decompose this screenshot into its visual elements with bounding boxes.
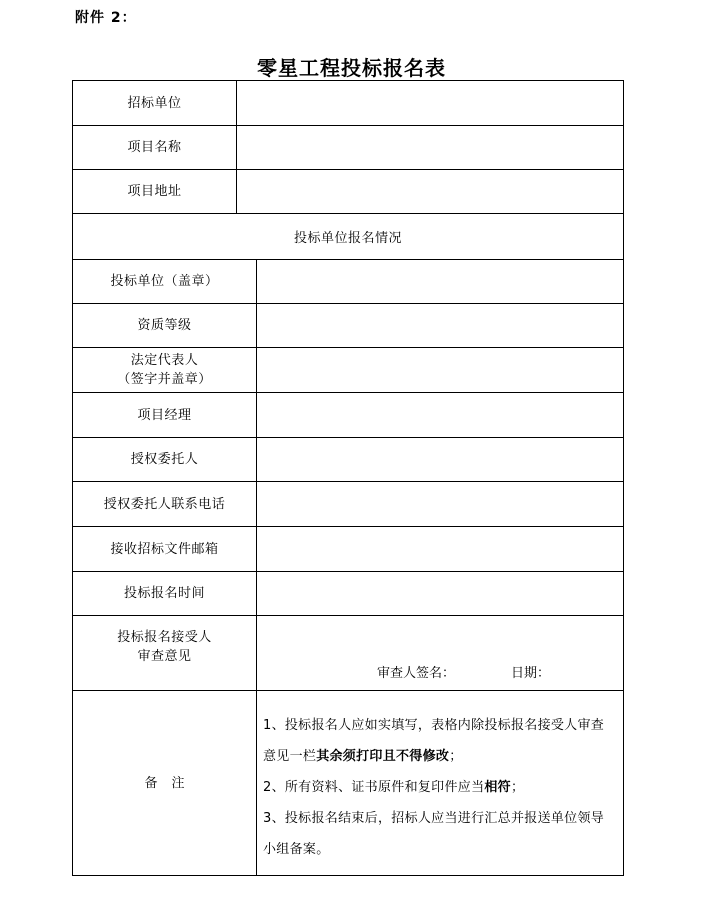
- review-label-line2: 审查意见: [137, 649, 192, 664]
- review-label-line1: 投标报名接受人: [117, 630, 212, 645]
- receive-email-label: 接收招标文件邮箱: [73, 527, 257, 571]
- bidder-unit-field[interactable]: [257, 260, 623, 303]
- remark-item-2: 2、所有资料、证书原件和复印件应当相符；: [263, 780, 525, 795]
- project-manager-field[interactable]: [257, 393, 623, 437]
- review-opinion-label: [73, 616, 257, 690]
- qualification-field[interactable]: [257, 304, 623, 347]
- row-agent-phone: [73, 481, 623, 526]
- receive-email-field[interactable]: [257, 527, 623, 571]
- remarks-content: [257, 691, 623, 875]
- remarks-label: 备注: [73, 691, 257, 875]
- legal-rep-field[interactable]: [257, 348, 623, 392]
- registration-time-field[interactable]: [257, 572, 623, 615]
- project-address-label: 项目地址: [73, 170, 237, 213]
- row-tendering-unit: [73, 81, 623, 125]
- attachment-label: 附件 2：: [75, 10, 137, 26]
- review-signature-line: [377, 662, 550, 681]
- agent-phone-field[interactable]: [257, 482, 623, 526]
- registration-form-table: [72, 80, 624, 876]
- authorized-agent-field[interactable]: [257, 438, 623, 481]
- agent-phone-label: 授权委托人联系电话: [73, 482, 257, 526]
- row-remarks: [73, 690, 623, 875]
- legal-rep-label: [73, 348, 257, 392]
- qualification-label: 资质等级: [73, 304, 257, 347]
- review-date-label: 日期：: [511, 666, 551, 681]
- row-receive-email: [73, 526, 623, 571]
- row-registration-time: [73, 571, 623, 615]
- row-review-opinion: [73, 615, 623, 690]
- review-opinion-field[interactable]: [257, 616, 623, 690]
- row-legal-rep: [73, 347, 623, 392]
- bidder-unit-label: 投标单位（盖章）: [73, 260, 257, 303]
- remark-item-1: 1、投标报名人应如实填写，表格内除投标报名接受人审查意见一栏其余须打印且不得修改；: [263, 718, 605, 764]
- row-qualification: [73, 303, 623, 347]
- authorized-agent-label: 授权委托人: [73, 438, 257, 481]
- tendering-unit-label: 招标单位: [73, 81, 237, 125]
- remark-item-3: 3、投标报名结束后，招标人应当进行汇总并报送单位领导小组备案。: [263, 811, 605, 857]
- section-heading: 投标单位报名情况: [73, 213, 623, 259]
- registration-time-label: 投标报名时间: [73, 572, 257, 615]
- reviewer-signature-label: 审查人签名：: [377, 666, 456, 681]
- form-title: 零星工程投标报名表: [257, 56, 446, 80]
- row-project-name: [73, 125, 623, 169]
- row-project-address: [73, 169, 623, 213]
- row-authorized-agent: [73, 437, 623, 481]
- project-address-field[interactable]: [237, 170, 623, 213]
- tendering-unit-field[interactable]: [237, 81, 623, 125]
- legal-rep-label-line1: 法定代表人: [130, 353, 199, 368]
- project-manager-label: 项目经理: [73, 393, 257, 437]
- project-name-field[interactable]: [237, 126, 623, 169]
- project-name-label: 项目名称: [73, 126, 237, 169]
- row-bidder-unit: [73, 259, 623, 303]
- row-project-manager: [73, 392, 623, 437]
- legal-rep-label-line2: （签字并盖章）: [117, 372, 212, 387]
